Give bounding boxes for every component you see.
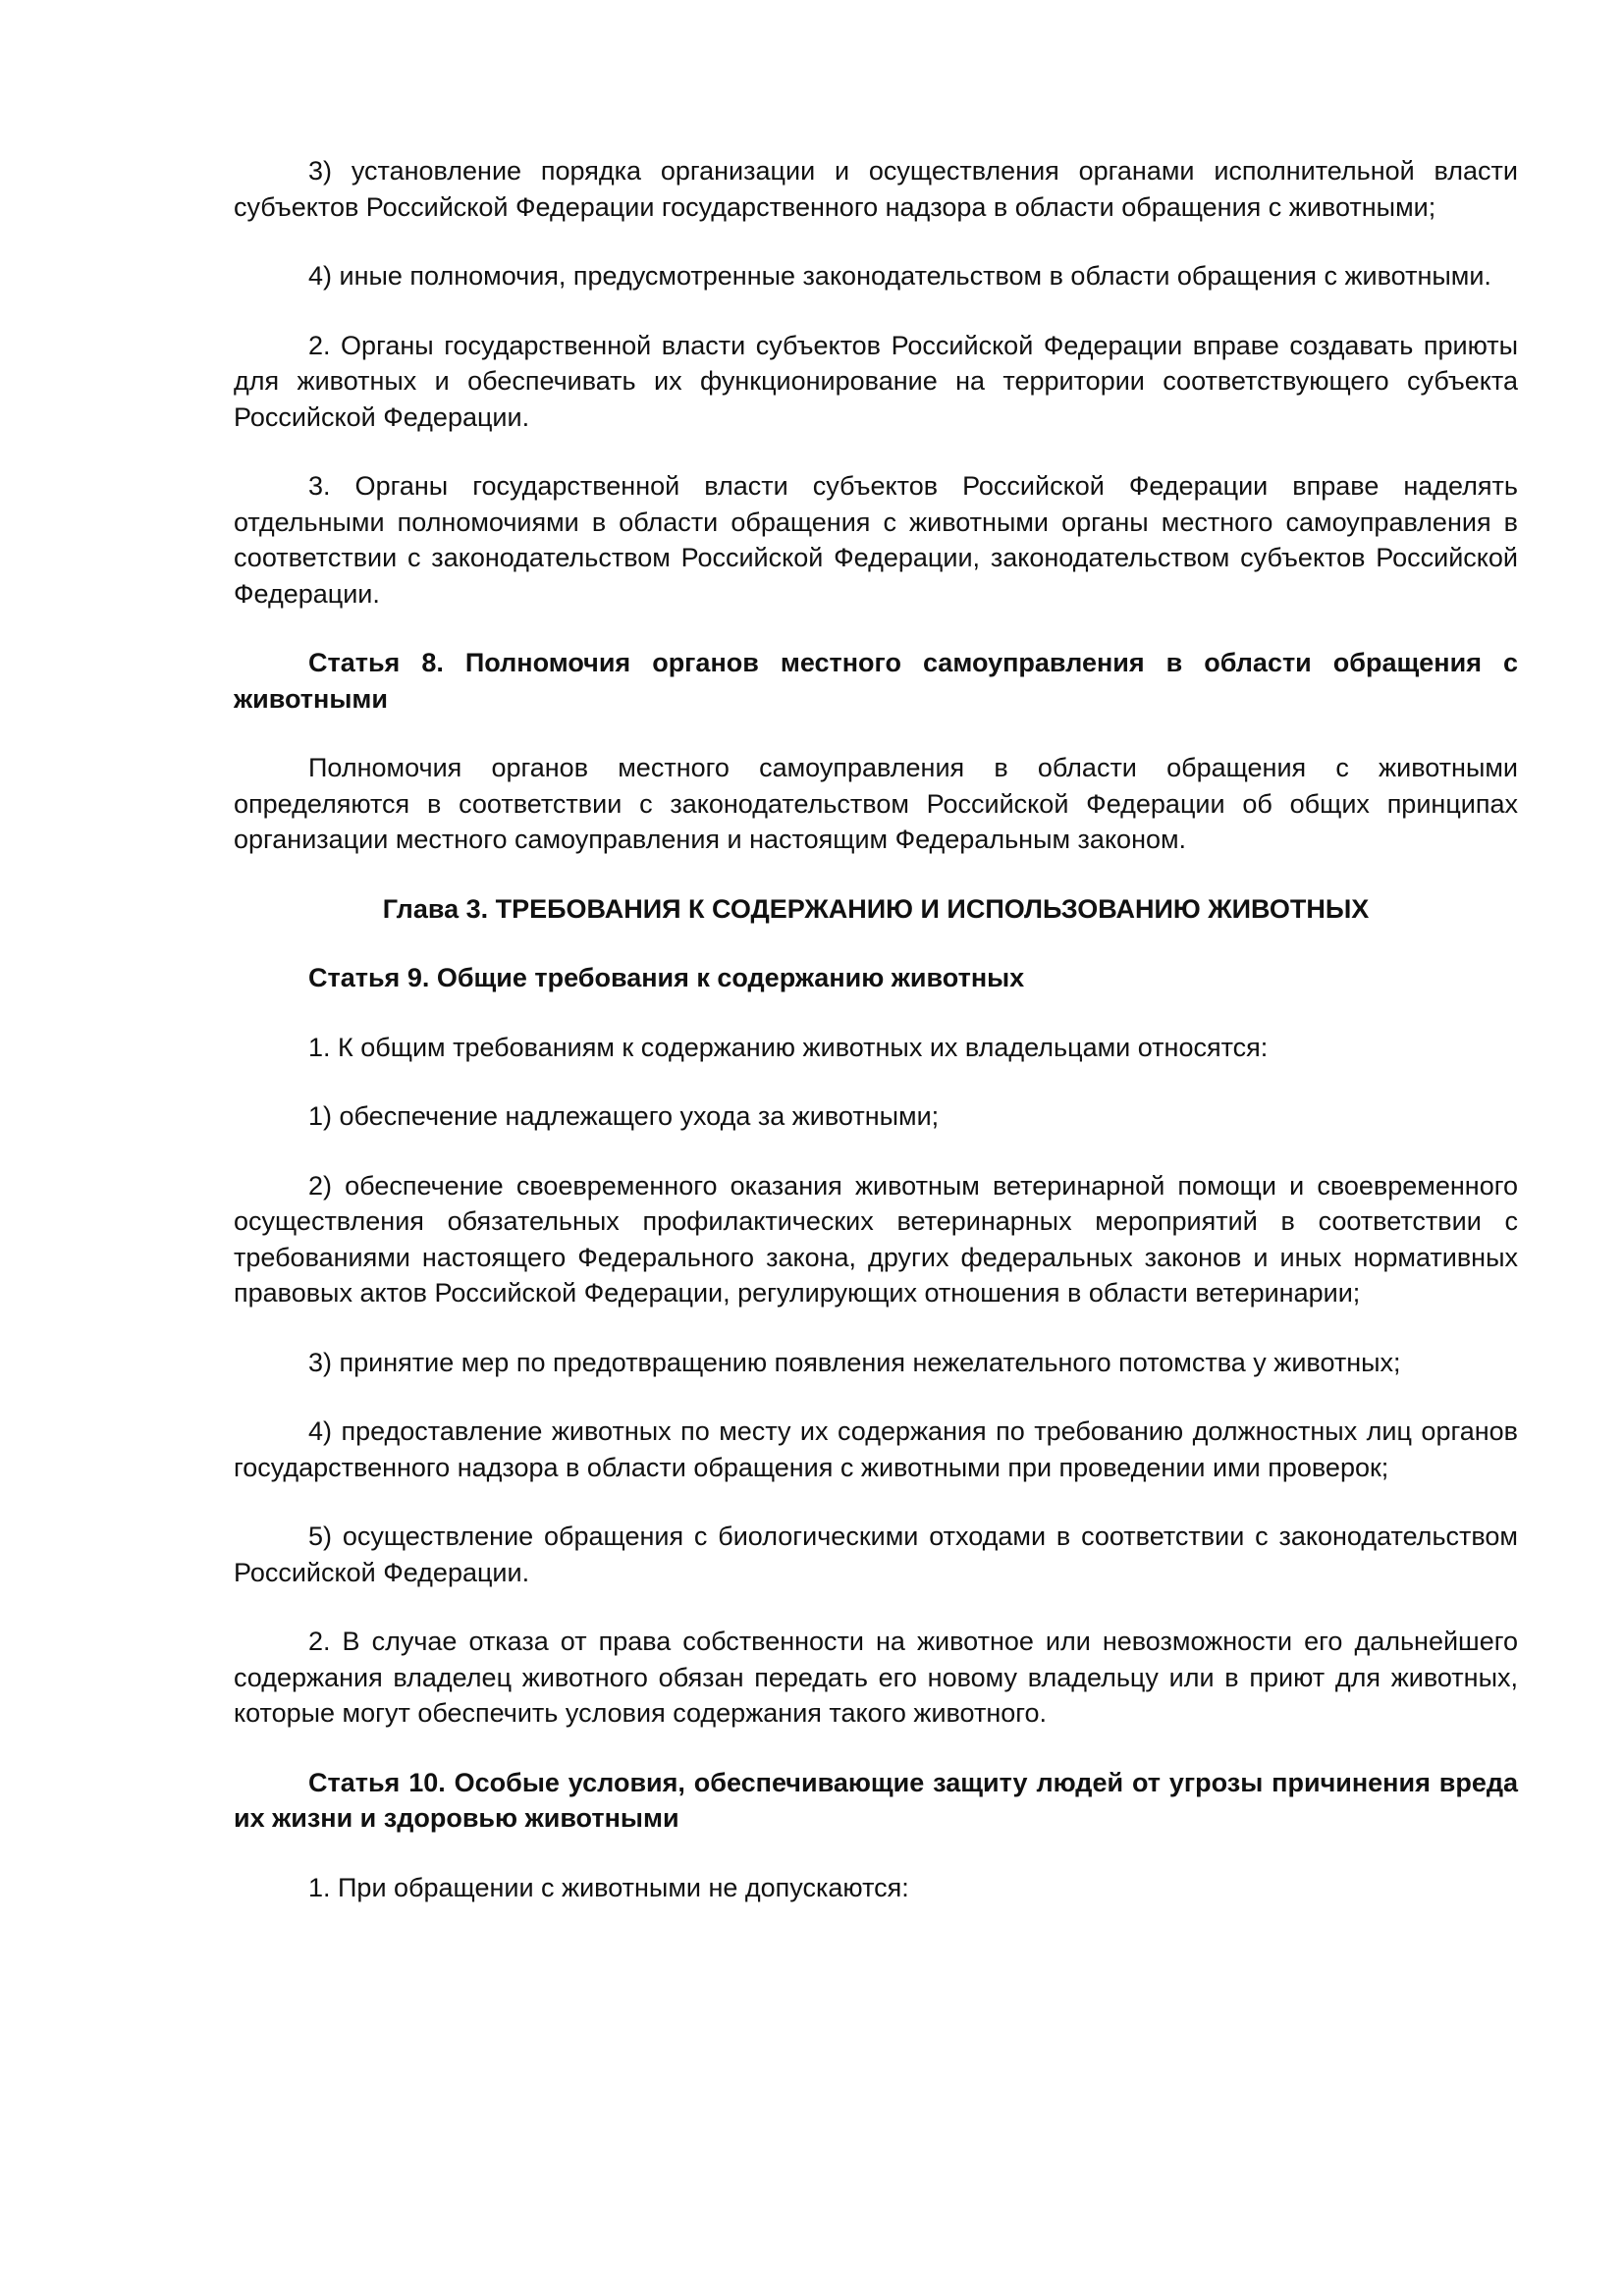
article-10-clause-1: 1. При обращении с животными не допускаются:: [308, 1872, 909, 1902]
article-8-text: Полномочия органов местного самоуправления в области обращения с животными определяются в соответствии с законодательством Российской Федерации об общих принципах организации местного самоуправления и настоящим Федеральным законом.: [234, 753, 1518, 854]
article-9-item-1: 1) обеспечение надлежащего ухода за животными;: [308, 1101, 940, 1131]
chapter-3-heading: Глава 3. ТРЕБОВАНИЯ К СОДЕРЖАНИЮ И ИСПОЛЬЗОВАНИЮ ЖИВОТНЫХ: [382, 893, 1370, 924]
paragraph-clause-2: 2. Органы государственной власти субъектов Российской Федерации вправе создавать приюты для животных и обеспечивать их функционирование на территории соответствующего субъекта Российской Федерации.: [234, 330, 1518, 432]
article-9-item-4: 4) предоставление животных по месту их содержания по требованию должностных лиц органов государственного надзора в области обращения с животными при проведении ими проверок;: [234, 1416, 1518, 1482]
article-9-item-3: 3) принятие мер по предотвращению появления нежелательного потомства у животных;: [308, 1347, 1401, 1377]
article-8-heading: Статья 8. Полномочия органов местного самоуправления в области обращения с животными: [234, 648, 1518, 714]
article-9-item-2: 2) обеспечение своевременного оказания животным ветеринарной помощи и своевременного осуществления обязательных профилактических ветеринарных мероприятий в соответствии с требованиями настоящего Федерального закона, других федеральных законов и иных нормативных правовых актов Российской Федерации, регулирующих отношения в области ветеринарии;: [234, 1170, 1518, 1308]
paragraph-item-4: 4) иные полномочия, предусмотренные законодательством в области обращения с животными.: [308, 261, 1491, 291]
article-9-heading: Статья 9. Общие требования к содержанию животных: [308, 963, 1025, 992]
paragraph-clause-3: 3. Органы государственной власти субъектов Российской Федерации вправе наделять отдельными полномочиями в области обращения с животными органы местного самоуправления в соответствии с законодательством Российской Федерации, законодательством субъектов Российской Федерации.: [234, 471, 1518, 609]
article-9-clause-2: 2. В случае отказа от права собственности на животное или невозможности его дальнейшего содержания владелец животного обязан передать его новому владельцу или в приют для животных, которые могут обеспечить условия содержания такого животного.: [234, 1627, 1518, 1728]
document-page: [234, 153, 1518, 1939]
article-9-clause-1: 1. К общим требованиям к содержанию животных их владельцами относятся:: [308, 1032, 1269, 1062]
paragraph-item-3: 3) установление порядка организации и осуществления органами исполнительной власти субъектов Российской Федерации государственного надзора в области обращения с животными;: [234, 156, 1518, 222]
article-10-heading: Статья 10. Особые условия, обеспечивающие защиту людей от угрозы причинения вреда их жизни и здоровью животными: [234, 1767, 1518, 1833]
article-9-item-5: 5) осуществление обращения с биологическими отходами в соответствии с законодательством Российской Федерации.: [234, 1522, 1518, 1587]
